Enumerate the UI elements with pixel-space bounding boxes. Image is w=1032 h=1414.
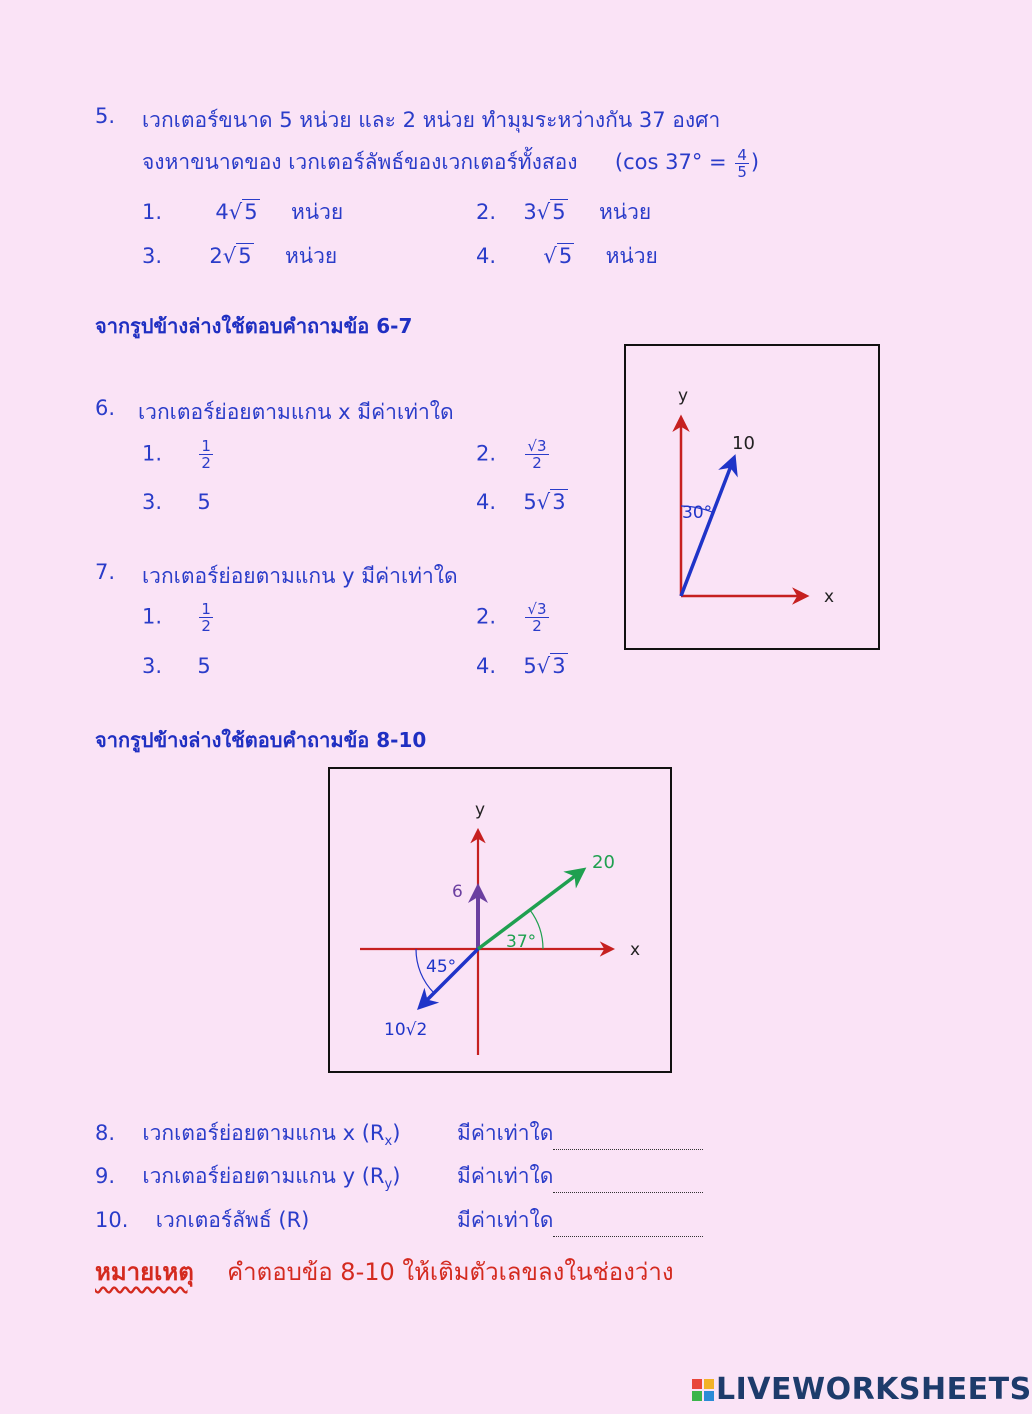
q6-option-3[interactable] xyxy=(142,490,211,514)
q10-symbol: (R) xyxy=(278,1208,310,1232)
vector-10-root2-label: 10√2 xyxy=(384,1020,428,1040)
coef: 5 xyxy=(523,490,537,514)
q5-option-2[interactable] xyxy=(476,196,651,229)
note-text: คำตอบข้อ 8-10 ให้เติมตัวเลขลงในช่องว่าง xyxy=(227,1258,674,1286)
q9-symbol: $(R_y)$ xyxy=(361,1164,401,1193)
coef: 4 xyxy=(215,200,229,224)
q9-text: เวกเตอร์ย่อยตามแกน y xyxy=(142,1164,356,1188)
figure-6-7-svg xyxy=(626,346,878,648)
q5-option-3[interactable] xyxy=(142,240,337,273)
q8-ask: มีค่าเท่าใด xyxy=(457,1117,703,1150)
liveworksheets-logo-icon xyxy=(692,1379,714,1401)
q10-ask: มีค่าเท่าใด xyxy=(457,1204,703,1237)
q9-number: 9. xyxy=(95,1164,116,1188)
q7-option-3[interactable] xyxy=(142,654,211,678)
vector-10-label: 10 xyxy=(732,433,755,454)
value: 5 xyxy=(197,490,211,514)
heading-8-10: จากรูปข้างล่างใช้ตอบคำถามข้อ 8-10 xyxy=(95,728,427,752)
x-axis-label: x xyxy=(824,587,835,607)
heading-6-7: จากรูปข้างล่างใช้ตอบคำถามข้อ 6-7 xyxy=(95,314,413,338)
q5-cos-den: 5 xyxy=(737,162,747,181)
angle-30-label: 30° xyxy=(682,503,713,523)
q6-option-4[interactable] xyxy=(476,490,568,514)
value: 5 xyxy=(197,654,211,678)
option-number: 4. xyxy=(476,490,497,514)
q9-row xyxy=(95,1160,400,1193)
q5-number: 5. xyxy=(95,104,116,128)
sqrt: √5 xyxy=(543,244,573,268)
liveworksheets-logo xyxy=(692,1372,1032,1407)
note xyxy=(95,1252,674,1291)
q10-text: เวกเตอร์ลัพธ์ xyxy=(155,1208,272,1232)
q6-number: 6. xyxy=(95,396,116,420)
q5-line2 xyxy=(142,146,759,180)
q9-answer-blank[interactable] xyxy=(553,1172,703,1193)
q9-ask: มีค่าเท่าใด xyxy=(457,1160,703,1193)
x-axis-label: x xyxy=(630,940,641,960)
coef: 2 xyxy=(209,244,223,268)
q8-row xyxy=(95,1117,400,1150)
q5-cos-suffix: ) xyxy=(750,150,760,174)
q5-line2-text: จงหาขนาดของ เวกเตอร์ลัพธ์ของเวกเตอร์ทั้งสอง xyxy=(142,150,578,174)
q7-text: เวกเตอร์ย่อยตามแกน y มีค่าเท่าใด xyxy=(142,564,458,588)
q8-symbol: $(R_x)$ xyxy=(361,1121,401,1150)
option-number: 1. xyxy=(142,441,163,466)
option-number: 3. xyxy=(142,244,163,268)
option-number: 4. xyxy=(476,244,497,268)
q10-number: 10. xyxy=(95,1208,129,1232)
unit: หน่วย xyxy=(290,200,344,224)
sqrt: √5 xyxy=(222,244,252,268)
fraction: $\frac{1}{2}$ xyxy=(201,437,211,472)
sqrt: √3 xyxy=(536,490,566,514)
option-number: 2. xyxy=(476,441,497,466)
q5-line1: เวกเตอร์ขนาด 5 หน่วย และ 2 หน่วย ทำมุมระหว่างกัน 37 องศา xyxy=(142,108,721,132)
option-number: 3. xyxy=(142,490,163,514)
sqrt: √5 xyxy=(228,200,258,224)
q6-option-2[interactable] xyxy=(476,438,551,471)
option-number: 1. xyxy=(142,604,163,629)
fraction: $\frac{√3}{2}$ xyxy=(527,437,547,472)
option-number: 1. xyxy=(142,200,163,224)
vector-6-label: 6 xyxy=(452,882,463,902)
note-label: หมายเหตุ xyxy=(95,1258,194,1286)
y-axis-label: y xyxy=(678,386,689,406)
q6-text: เวกเตอร์ย่อยตามแกน x มีค่าเท่าใด xyxy=(138,400,454,424)
option-number: 2. xyxy=(476,604,497,629)
q8-answer-blank[interactable] xyxy=(553,1129,703,1150)
figure-6-7 xyxy=(624,344,880,650)
unit: หน่วย xyxy=(605,244,658,268)
q7-option-4[interactable] xyxy=(476,654,568,678)
sqrt: √5 xyxy=(536,200,566,224)
q10-row xyxy=(95,1204,309,1237)
q5-cos-fraction xyxy=(735,147,749,180)
angle-37-label: 37° xyxy=(506,932,537,952)
option-number: 3. xyxy=(142,654,163,678)
q5-cos-prefix: (cos 37° = xyxy=(614,150,727,174)
q8-number: 8. xyxy=(95,1121,116,1145)
vector-20-label: 20 xyxy=(592,852,615,873)
brand-name: LIVEWORKSHEETS xyxy=(716,1372,1032,1407)
q7-option-1[interactable] xyxy=(142,601,215,634)
q10-answer-blank[interactable] xyxy=(553,1216,703,1237)
option-number: 4. xyxy=(476,654,497,678)
q5-option-1[interactable] xyxy=(142,196,343,229)
figure-8-10 xyxy=(328,767,672,1073)
coef: 5 xyxy=(523,654,537,678)
q7-option-2[interactable] xyxy=(476,601,551,634)
q5-option-4[interactable] xyxy=(476,240,658,273)
sqrt: √3 xyxy=(536,654,566,678)
unit: หน่วย xyxy=(284,244,338,268)
figure-8-10-svg xyxy=(330,769,670,1071)
angle-45-label: 45° xyxy=(426,957,457,977)
fraction: $\frac{1}{2}$ xyxy=(201,600,211,635)
q7-number: 7. xyxy=(95,560,116,584)
q5-cos-num: 4 xyxy=(737,145,747,164)
q6-option-1[interactable] xyxy=(142,438,215,471)
q8-text: เวกเตอร์ย่อยตามแกน x xyxy=(142,1121,356,1145)
fraction: $\frac{√3}{2}$ xyxy=(527,600,547,635)
y-axis-label: y xyxy=(475,800,486,820)
coef: 3 xyxy=(523,200,537,224)
option-number: 2. xyxy=(476,200,497,224)
vector-10 xyxy=(681,458,734,596)
unit: หน่วย xyxy=(598,200,652,224)
